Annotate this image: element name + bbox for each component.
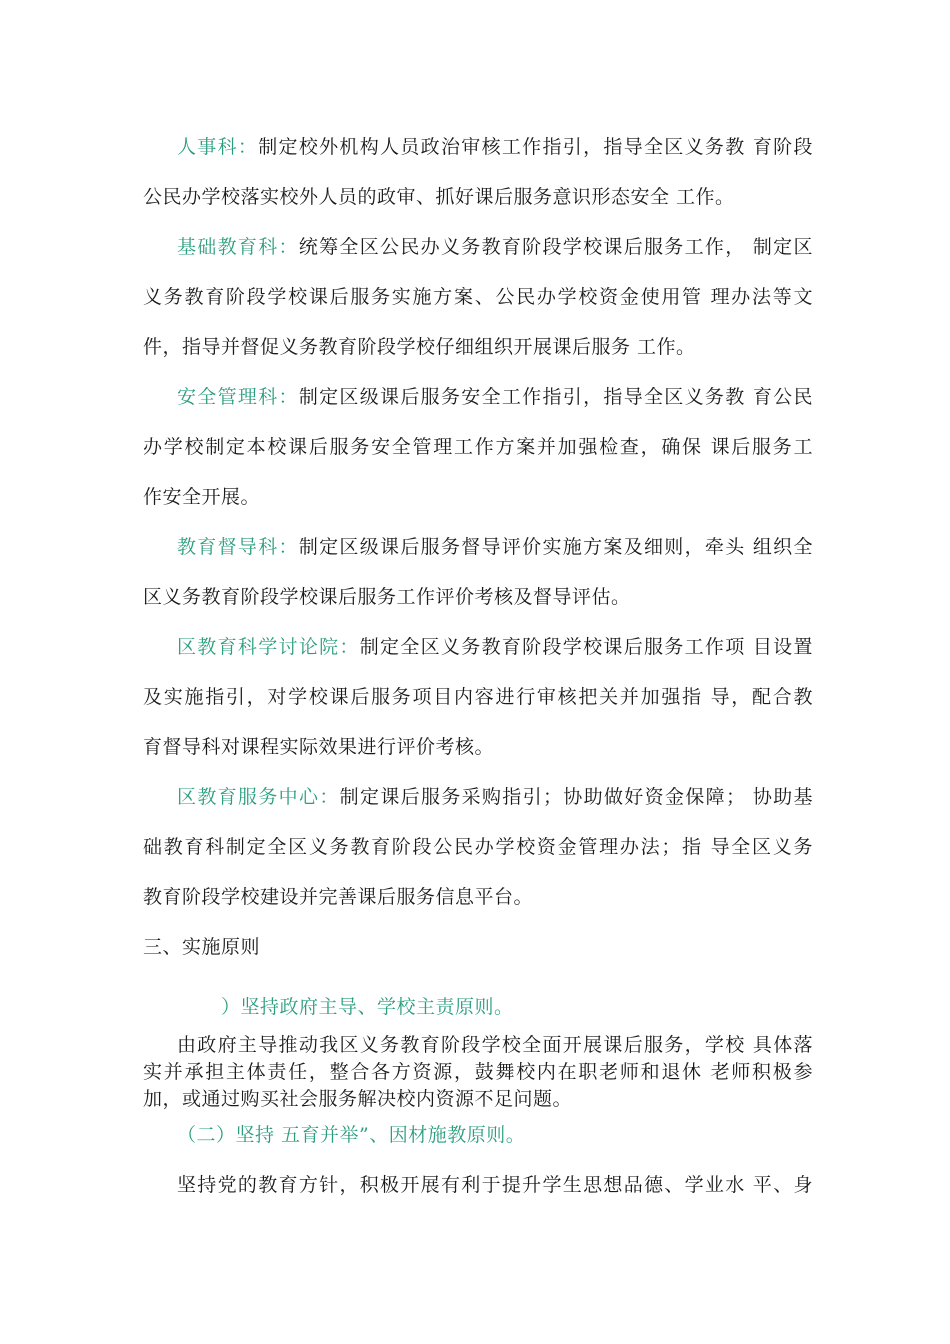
department-name: 区教育科学讨论院： xyxy=(177,636,360,658)
paragraph-line: 础教育科制定全区义务教育阶段公民办学校资金管理办法；指 导全区义务 xyxy=(143,836,813,858)
department-name: 安全管理科： xyxy=(177,386,299,408)
paragraph-line: 公民办学校落实校外人员的政审、抓好课后服务意识形态安全 工作。 xyxy=(143,186,735,208)
paragraph-line: 件，指导并督促义务教育阶段学校仔细组织开展课后服务 工作。 xyxy=(143,336,696,358)
paragraph-line: 区教育服务中心：制定课后服务采购指引；协助做好资金保障； 协助基 xyxy=(177,786,813,808)
paragraph-basic-education xyxy=(143,222,813,372)
paragraph-line: 教育阶段学校建设并完善课后服务信息平台。 xyxy=(143,886,534,908)
department-name: 区教育服务中心： xyxy=(177,786,340,808)
paragraph-line: 办学校制定本校课后服务安全管理工作方案并加强检查，确保 课后服务工 xyxy=(143,436,813,458)
paragraph-line: 基础教育科：统筹全区公民办义务教育阶段学校课后服务工作， 制定区 xyxy=(177,236,813,258)
paragraph-line: 安全管理科：制定区级课后服务安全工作指引，指导全区义务教 育公民 xyxy=(177,386,813,408)
paragraph-line: 及实施指引，对学校课后服务项目内容进行审核把关并加强指 导，配合教 xyxy=(143,686,813,708)
paragraph-personnel xyxy=(143,122,813,222)
paragraph-line: 区教育科学讨论院：制定全区义务教育阶段学校课后服务工作项 目设置 xyxy=(177,636,813,658)
principle-heading-2: （二）坚持 五育并举”、因材施教原则。 xyxy=(177,1124,526,1146)
paragraph-line: 教育督导科：制定区级课后服务督导评价实施方案及细则，牵头 组织全 xyxy=(177,536,813,558)
paragraph-line: 由政府主导推动我区义务教育阶段学校全面开展课后服务，学校 具体落 xyxy=(177,1034,813,1056)
paragraph-education-supervision xyxy=(143,522,813,622)
department-name: 人事科： xyxy=(177,136,259,158)
paragraph-line: 育督导科对课程实际效果进行评价考核。 xyxy=(143,736,495,758)
paragraph-line: 加，或通过购买社会服务解决校内资源不足问题。 xyxy=(143,1088,573,1110)
paragraph-safety-management xyxy=(143,372,813,522)
department-name: 基础教育科： xyxy=(177,236,299,258)
paragraph-line: 作安全开展。 xyxy=(143,486,261,508)
paragraph-line: 实并承担主体责任，整合各方资源，鼓舞校内在职老师和退休 老师积极参 xyxy=(143,1061,813,1083)
section-heading: 三、实施原则 xyxy=(143,936,261,958)
paragraph-education-research-institute xyxy=(143,622,813,772)
paragraph-line: 义务教育阶段学校课后服务实施方案、公民办学校资金使用管 理办法等文 xyxy=(143,286,813,308)
department-name: 教育督导科： xyxy=(177,536,299,558)
paragraph-line: 区义务教育阶段学校课后服务工作评价考核及督导评估。 xyxy=(143,586,631,608)
paragraph-line: 人事科：制定校外机构人员政治审核工作指引，指导全区义务教 育阶段 xyxy=(177,136,813,158)
paragraph-education-service-center xyxy=(143,772,813,922)
principle-heading-1: ）坚持政府主导、学校主责原则。 xyxy=(221,996,514,1018)
principle-body-1 xyxy=(143,1032,813,1113)
principle-body-2 xyxy=(143,1160,813,1210)
paragraph-line: 坚持党的教育方针，积极开展有利于提升学生思想品德、学业水 平、身 xyxy=(177,1174,813,1196)
